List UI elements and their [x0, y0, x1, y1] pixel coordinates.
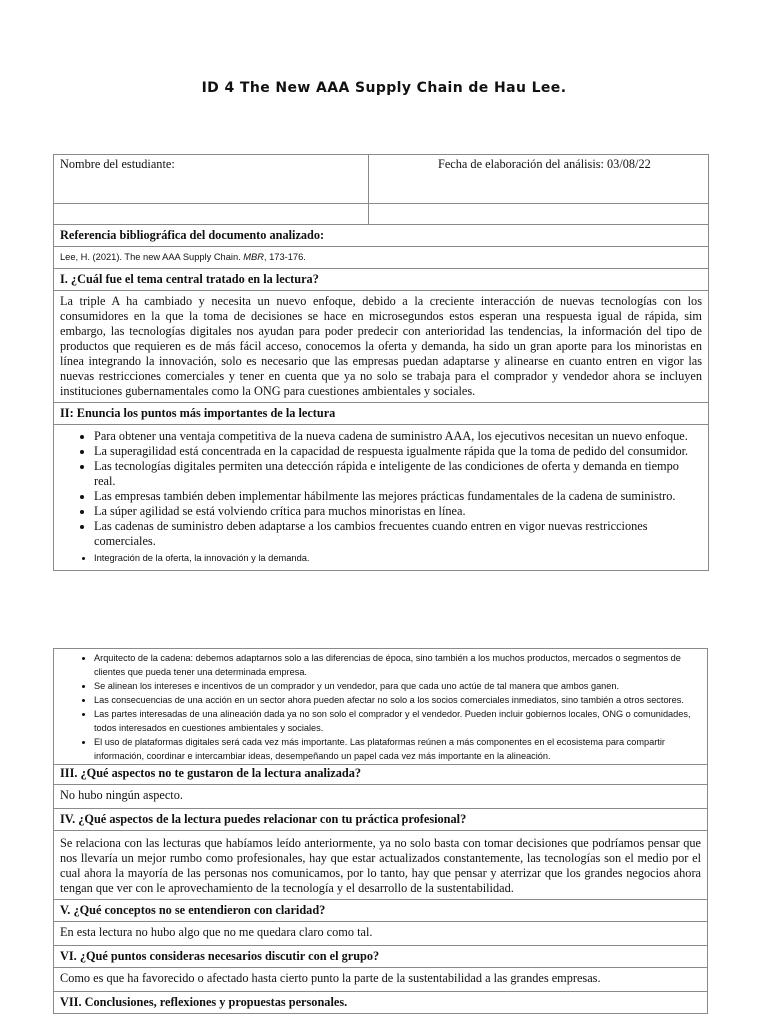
- question-3-heading: III. ¿Qué aspectos no te gustaron de la lectura analizada?: [54, 765, 708, 785]
- list-item: • Las tecnologías digitales permiten una detección rápida e inteligente de las condiciones de oferta y demanda en tiempo real.: [94, 459, 702, 489]
- question-4-answer: Se relaciona con las lecturas que habíamos leído anteriormente, ya no solo basta con tomar decisiones que podríamos pensar que nos llevaría un mejor rumbo como profesionales, hay que estar actualizados constantemente, las tecnologías son el medio por el cual ahora la mayoría de las personas nos comunicamos, por lo tanto, hay que pensar y aterrizar que los grandes negocios ahora tengan que ver con le aprovechamiento de la tecnología y el desarrollo de la sustentabilidad.: [54, 831, 708, 900]
- reference-citation: [54, 247, 709, 269]
- analysis-date-cell: [369, 155, 709, 204]
- empty-cell-left: [54, 204, 369, 225]
- question-4-heading: IV. ¿Qué aspectos de la lectura puedes relacionar con tu práctica profesional?: [54, 809, 708, 831]
- question-2-points: [54, 425, 709, 571]
- question-6-answer: Como es que ha favorecido o afectado hasta cierto punto la parte de la sustentabilidad a las grandes empresas.: [54, 968, 708, 992]
- question-2-heading: II: Enuncia los puntos más importantes de la lectura: [54, 403, 709, 425]
- list-item: • La súper agilidad se está volviendo crítica para muchos minoristas en línea.: [94, 504, 702, 519]
- analysis-date-label: Fecha de elaboración del análisis: 03/08/22: [438, 157, 651, 171]
- document-title: ID 4 The New AAA Supply Chain de Hau Lee.: [201, 80, 567, 96]
- list-item: • Se alinean los intereses e incentivos de un comprador y un vendedor, para que cada uno actúe de tal manera que ambos ganen.: [94, 679, 701, 693]
- list-item: • Las partes interesadas de una alineación dada ya no son solo el comprador y el vendedor. Pueden incluir gobiernos locales, ONG o comunidades, todos interesados en cuestiones ambientales y sociales.: [94, 707, 701, 735]
- analysis-table-page-1: [53, 154, 709, 571]
- question-5-heading: V. ¿Qué conceptos no se entendieron con claridad?: [54, 900, 708, 922]
- list-item: • Integración de la oferta, la innovación y la demanda.: [94, 549, 702, 567]
- list-item: • Las cadenas de suministro deben adaptarse a los cambios frecuentes cuando entren en vigor nuevas restricciones comerciales.: [94, 519, 702, 549]
- list-item: • Para obtener una ventaja competitiva de la nueva cadena de suministro AAA, los ejecutivos necesitan un nuevo enfoque.: [94, 429, 702, 444]
- reference-heading: Referencia bibliográfica del documento analizado:: [54, 225, 709, 247]
- reference-pages: , 173-176.: [263, 252, 306, 262]
- question-1-answer: La triple A ha cambiado y necesita un nuevo enfoque, debido a la creciente interacción de nuevas tecnologías con los consumidores en la que la toma de decisiones se hace en microsegundos estos esperan una respuesta igual de rápida, sim embargo, las tecnologías digitales nos ayudan para poder predecir con anterioridad las tendencias, la información del tipo de productos que requieren es de más fácil acceso, conocemos la oferta y demanda, ha sido un gran aporte para los minoristas en línea integrando la innovación, solo es necesario que las empresas puedan adaptarse y alinearse en cuanto entren en vigor las nuevas restricciones comerciales y tener en cuenta que ya no solo se trabaja para el comprador y vendedor ahora se incluyen instituciones gubernamentales como la ONG para cuestiones ambientales y sociales.: [54, 291, 709, 403]
- reference-authors: Lee, H. (2021). The new AAA Supply Chain.: [60, 252, 244, 262]
- reference-journal: MBR: [243, 252, 264, 262]
- list-item: • Las consecuencias de una acción en un sector ahora pueden afectar no solo a los socios comerciales inmediatos, sino también a otros sectores.: [94, 693, 701, 707]
- list-item: • La superagilidad está concentrada en la capacidad de respuesta igualmente rápida que la toma de pedido del consumidor.: [94, 444, 702, 459]
- question-2-points-continued: [54, 649, 708, 765]
- question-3-answer: No hubo ningún aspecto.: [54, 785, 708, 809]
- question-6-heading: VI. ¿Qué puntos consideras necesarios discutir con el grupo?: [54, 946, 708, 968]
- list-item: • Arquitecto de la cadena: debemos adaptarnos solo a las diferencias de época, sino también a los muchos productos, mercados o segmentos de clientes que pueda tener una determinada empresa.: [94, 651, 701, 679]
- question-1-heading: I. ¿Cuál fue el tema central tratado en la lectura?: [54, 269, 709, 291]
- key-points-list: [60, 429, 702, 567]
- question-7-heading: VII. Conclusiones, reflexiones y propuestas personales.: [54, 992, 708, 1014]
- list-item: • El uso de plataformas digitales será cada vez más importante. Las plataformas reúnen a más componentes en el ecosistema para compartir información, coordinar e intercambiar ideas, desempeñando un papel cada vez más importante en la alineación.: [94, 735, 701, 763]
- key-points-list-continued: [60, 651, 701, 763]
- empty-cell-right: [369, 204, 709, 225]
- student-name-label: Nombre del estudiante:: [60, 157, 175, 171]
- list-item: • Las empresas también deben implementar hábilmente las mejores prácticas fundamentales de la cadena de suministro.: [94, 489, 702, 504]
- question-5-answer: En esta lectura no hubo algo que no me quedara claro como tal.: [54, 922, 708, 946]
- student-name-cell: [54, 155, 369, 204]
- analysis-table-page-2: [53, 648, 708, 1014]
